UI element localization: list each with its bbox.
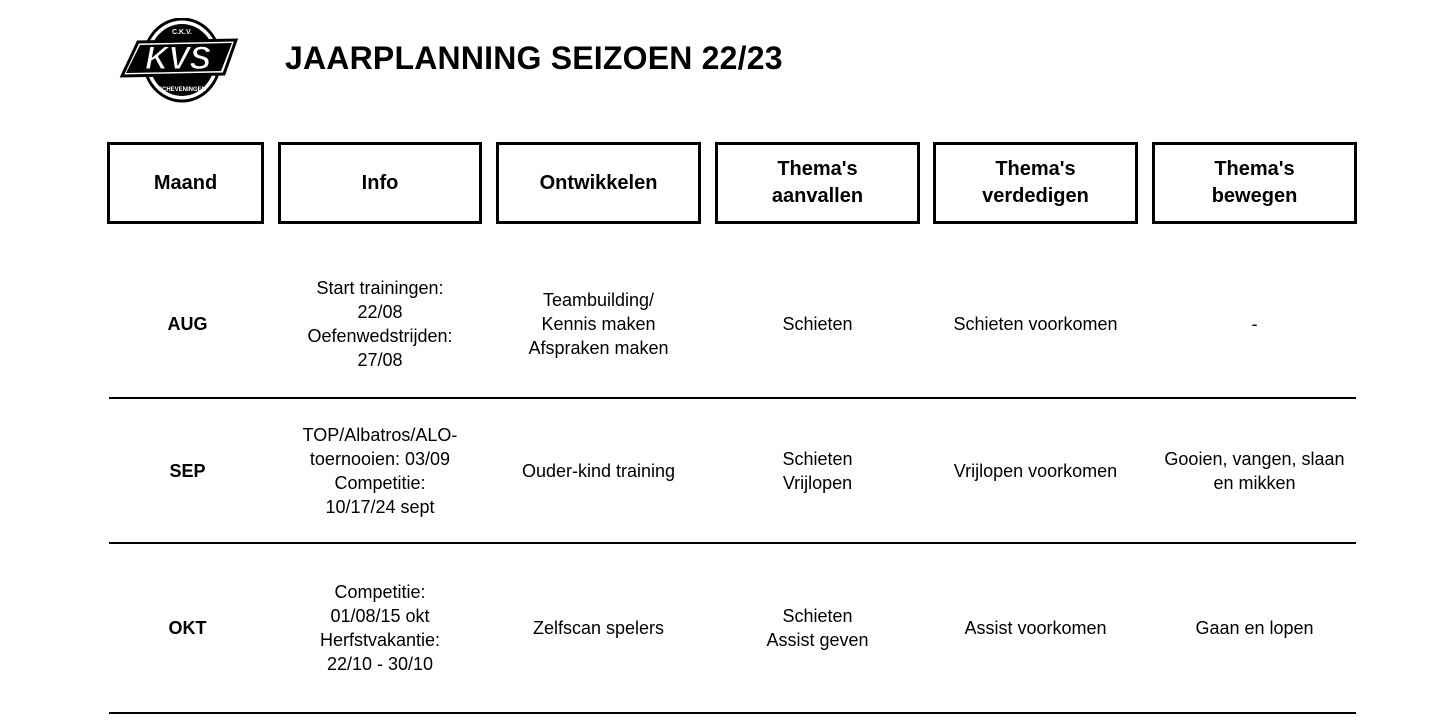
cell-text: Ouder-kind training: [521, 460, 676, 481]
header-label: Thema's aanvallen: [771, 158, 864, 207]
cell-text: Teambuilding/ Kennis maken Afspraken maken: [528, 290, 669, 358]
table-row-okt: [109, 544, 1356, 712]
header-ontwikkelen: [496, 142, 701, 224]
logo-top-text: C.K.V.: [172, 29, 192, 36]
cell-maand: [109, 398, 266, 543]
header-label: Maand: [153, 171, 218, 194]
cell-text: Schieten: [782, 314, 853, 334]
cell-aanvallen: [715, 250, 920, 398]
cell-info: [278, 398, 482, 543]
cell-bewegen: [1152, 544, 1357, 712]
cell-text: Start trainingen: 22/08 Oefenwedstrijden: 27/08: [307, 278, 453, 370]
cell-ontwikkelen: [496, 398, 701, 543]
table-row-aug: [109, 250, 1356, 398]
cell-bewegen: [1152, 398, 1357, 543]
cell-text: OKT: [168, 618, 207, 638]
cell-ontwikkelen: [496, 544, 701, 712]
cell-text: Gaan en lopen: [1195, 618, 1314, 638]
cell-text: TOP/Albatros/ALO- toernooien: 03/09 Competitie: 10/17/24 sept: [302, 424, 458, 517]
cell-maand: [109, 544, 266, 712]
logo-bottom-text: SCHEVENINGEN: [157, 87, 207, 93]
cell-info: [278, 544, 482, 712]
header-maand: [107, 142, 264, 224]
cell-text: Schieten voorkomen: [953, 314, 1118, 334]
cell-aanvallen: [715, 398, 920, 543]
header-aanvallen: [715, 142, 920, 224]
cell-text: Vrijlopen voorkomen: [953, 460, 1118, 481]
header-bewegen: [1152, 142, 1357, 224]
header-label: Ontwikkelen: [539, 171, 658, 194]
cell-maand: [109, 250, 266, 398]
cell-text: -: [1251, 314, 1258, 334]
row-divider: [109, 712, 1356, 714]
page-title: JAARPLANNING SEIZOEN 22/23: [285, 40, 783, 76]
cell-text: Zelfscan spelers: [532, 618, 665, 638]
header-info: [278, 142, 482, 224]
cell-aanvallen: [715, 544, 920, 712]
table-row-sep: [109, 398, 1356, 543]
club-logo: [116, 18, 242, 106]
header-label: Thema's verdedigen: [982, 158, 1089, 207]
logo-main-text: KVS: [145, 40, 211, 76]
cell-verdedigen: [933, 544, 1138, 712]
cell-text: SEP: [169, 460, 206, 481]
cell-verdedigen: [933, 398, 1138, 543]
cell-verdedigen: [933, 250, 1138, 398]
cell-text: AUG: [167, 314, 208, 334]
cell-bewegen: [1152, 250, 1357, 398]
cell-info: [278, 250, 482, 398]
cell-text: Assist voorkomen: [964, 618, 1107, 638]
header-label: Info: [361, 171, 399, 194]
cell-ontwikkelen: [496, 250, 701, 398]
cell-text: Competitie: 01/08/15 okt Herfstvakantie: 22/10 - 30/10: [319, 582, 441, 674]
header-verdedigen: [933, 142, 1138, 224]
header-label: Thema's bewegen: [1211, 158, 1298, 207]
cell-text: Schieten Vrijlopen: [782, 448, 853, 493]
cell-text: Schieten Assist geven: [766, 606, 869, 650]
cell-text: Gooien, vangen, slaan en mikken: [1164, 448, 1345, 493]
